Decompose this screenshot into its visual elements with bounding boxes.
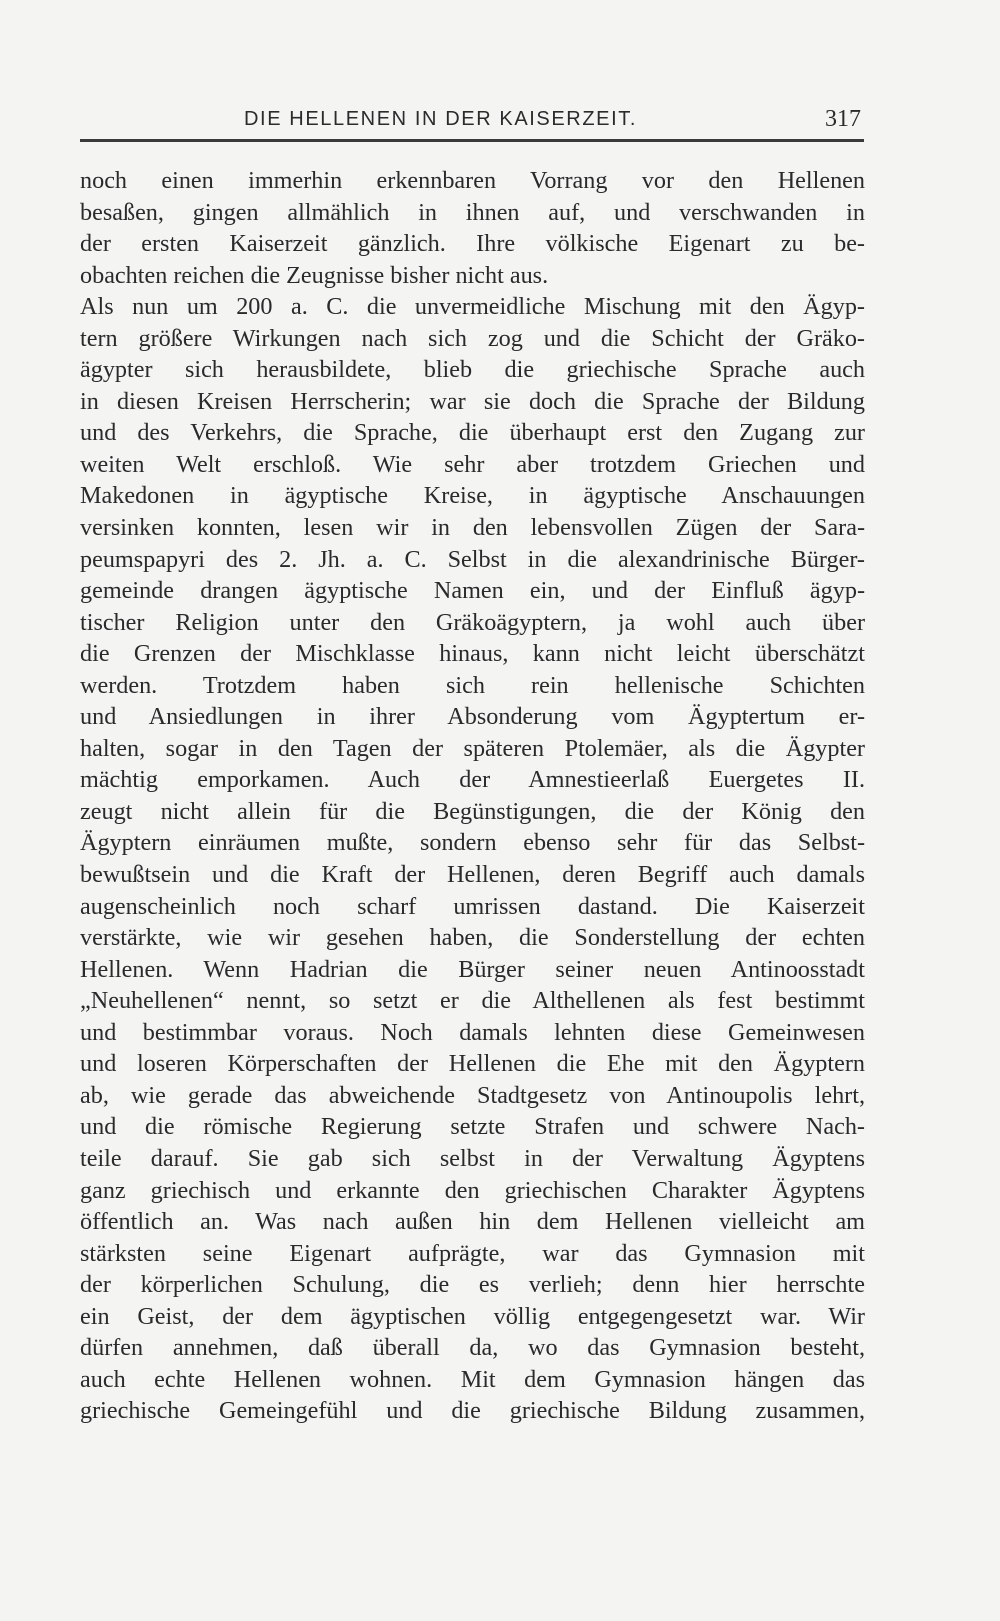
text-line: in diesen Kreisen Herrscherin; war sie doch die Sprache der Bildung [80,387,865,415]
text-line: ein Geist, der dem ägyptischen völlig entgegengesetzt war. Wir [80,1302,865,1330]
text-line: ägypter sich herausbildete, blieb die griechische Sprache auch [80,356,865,384]
text-line: ab, wie gerade das abweichende Stadtgesetz von Antinoupolis lehrt, [80,1081,865,1109]
text-line: Hellenen. Wenn Hadrian die Bürger seiner neuen Antinoosstadt [80,955,865,983]
text-line: tischer Religion unter den Gräkoägyptern, ja wohl auch über [80,608,865,636]
text-line: Makedonen in ägyptische Kreise, in ägyptische Anschauungen [80,482,865,510]
text-line: versinken konnten, lesen wir in den lebensvollen Zügen der Sara- [80,514,865,542]
text-line: verstärkte, wie wir gesehen haben, die Sonderstellung der echten [80,924,865,952]
text-line: öffentlich an. Was nach außen hin dem Hellenen vielleicht am [80,1208,865,1236]
text-line: gemeinde drangen ägyptische Namen ein, und der Einfluß ägyp- [80,577,865,605]
text-line: und bestimmbar voraus. Noch damals lehnten diese Gemeinwesen [80,1018,865,1046]
text-line: „Neuhellenen“ nennt, so setzt er die Althellenen als fest bestimmt [80,987,865,1015]
page-header [80,104,865,138]
text-line: griechische Gemeingefühl und die griechische Bildung zusammen, [80,1397,865,1425]
text-line: halten, sogar in den Tagen der späteren Ptolemäer, als die Ägypter [80,734,865,762]
running-title: DIE HELLENEN IN DER KAISERZEIT. [244,108,638,130]
text-line: auch echte Hellenen wohnen. Mit dem Gymnasion hängen das [80,1365,865,1393]
header-rule [80,139,864,142]
text-line: mächtig emporkamen. Auch der Amnestieerlaß Euergetes II. [80,766,865,794]
text-line: stärksten seine Eigenart aufprägte, war das Gymnasion mit [80,1239,865,1267]
text-line: besaßen, gingen allmählich in ihnen auf, und verschwanden in [80,198,865,226]
text-line: und Ansiedlungen in ihrer Absonderung vom Ägyptertum er- [80,703,865,731]
text-line: obachten reichen die Zeugnisse bisher nicht aus. [80,261,549,289]
text-line: und des Verkehrs, die Sprache, die überhaupt erst den Zugang zur [80,419,865,447]
text-line: und die römische Regierung setzte Strafen und schwere Nach- [80,1113,865,1141]
page-number: 317 [825,106,861,132]
text-line: die Grenzen der Mischklasse hinaus, kann nicht leicht überschätzt [80,640,865,668]
text-line: der ersten Kaiserzeit gänzlich. Ihre völkische Eigenart zu be- [80,230,865,258]
text-line: bewußtsein und die Kraft der Hellenen, deren Begriff auch damals [80,861,865,889]
body-text [80,165,865,1427]
text-line: augenscheinlich noch scharf umrissen dastand. Die Kaiserzeit [80,892,865,920]
text-line: teile darauf. Sie gab sich selbst in der Verwaltung Ägyptens [80,1144,865,1172]
text-line: werden. Trotzdem haben sich rein hellenische Schichten [80,671,865,699]
text-line: dürfen annehmen, daß überall da, wo das Gymnasion besteht, [80,1334,865,1362]
text-line: ganz griechisch und erkannte den griechischen Charakter Ägyptens [80,1176,865,1204]
text-line: und loseren Körperschaften der Hellenen die Ehe mit den Ägyptern [80,1050,865,1078]
text-line: weiten Welt erschloß. Wie sehr aber trotzdem Griechen und [80,450,865,478]
text-line: peumspapyri des 2. Jh. a. C. Selbst in die alexandrinische Bürger- [80,545,865,573]
text-line: Als nun um 200 a. C. die unvermeidliche Mischung mit den Ägyp- [80,293,865,321]
text-line: der körperlichen Schulung, die es verlieh; denn hier herrschte [80,1271,865,1299]
text-line: tern größere Wirkungen nach sich zog und die Schicht der Gräko- [80,324,865,352]
text-line: Ägyptern einräumen mußte, sondern ebenso sehr für das Selbst- [80,829,865,857]
text-line: zeugt nicht allein für die Begünstigungen, die der König den [80,797,865,825]
text-line: noch einen immerhin erkennbaren Vorrang vor den Hellenen [80,167,865,194]
